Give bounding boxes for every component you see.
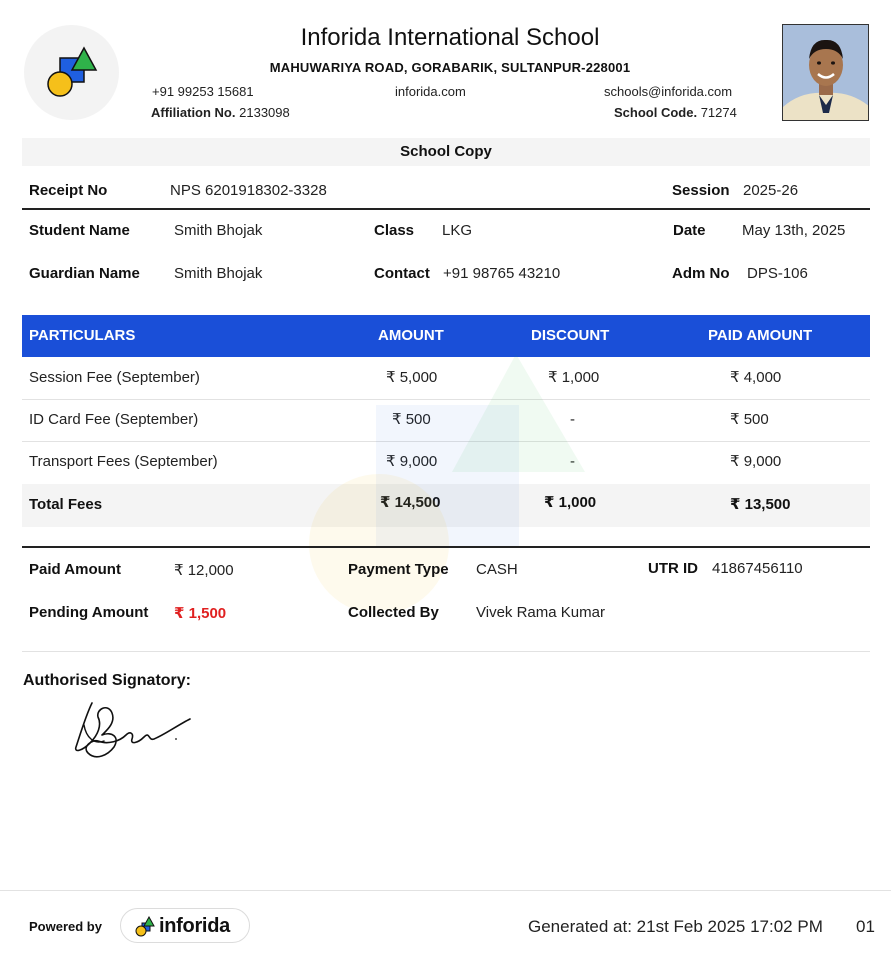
receipt-no-value: NPS 6201918302-3328	[170, 182, 327, 199]
footer-divider	[0, 890, 891, 891]
date-label: Date	[673, 222, 706, 239]
class-label: Class	[374, 222, 415, 239]
session-label: Session	[672, 182, 730, 199]
school-phone: +91 99253 15681	[152, 84, 254, 99]
school-name: Inforida International School	[300, 24, 600, 51]
student-name-label: Student Name	[29, 222, 130, 239]
total-row	[22, 484, 870, 527]
row-discount: ₹ 1,000	[548, 369, 600, 386]
student-name-value: Smith Bhojak	[174, 222, 263, 239]
receipt-no-label: Receipt No	[29, 182, 108, 199]
header-amount: AMOUNT	[378, 327, 444, 344]
row-amount: ₹ 500	[392, 411, 431, 428]
row-paid: ₹ 500	[730, 411, 769, 428]
guardian-name-label: Guardian Name	[29, 265, 140, 282]
row-paid: ₹ 4,000	[730, 369, 782, 386]
paid-amount-value: ₹ 12,000	[174, 562, 234, 579]
table-row	[22, 399, 870, 441]
school-address: MAHUWARIYA ROAD, GORABARIK, SULTANPUR-228001	[269, 60, 631, 75]
school-code-label: School Code.	[614, 105, 698, 120]
school-website[interactable]: inforida.com	[395, 84, 466, 99]
signature-image	[68, 695, 198, 765]
collected-by-value: Vivek Rama Kumar	[476, 604, 605, 621]
row-discount: -	[570, 411, 575, 428]
student-photo	[782, 24, 869, 121]
affiliation	[151, 105, 290, 120]
contact-value: +91 98765 43210	[443, 265, 561, 282]
inforida-brand-link[interactable]	[120, 908, 250, 943]
affiliation-label: Affiliation No.	[151, 105, 236, 120]
affiliation-value: 2133098	[239, 105, 290, 120]
date-value: May 13th, 2025	[742, 222, 846, 239]
utr-id-label: UTR ID	[648, 560, 698, 577]
pending-amount-value: ₹ 1,500	[174, 605, 227, 622]
payment-type-value: CASH	[476, 561, 518, 578]
signature-label: Authorised Signatory:	[23, 672, 192, 689]
row-particular: Session Fee (September)	[29, 369, 200, 386]
inforida-brand-icon	[134, 916, 156, 938]
divider	[22, 651, 870, 652]
powered-by-label: Powered by	[29, 919, 102, 934]
session-value: 2025-26	[743, 182, 799, 199]
total-amount: ₹ 14,500	[380, 494, 441, 511]
paid-amount-label: Paid Amount	[29, 561, 121, 578]
guardian-name-value: Smith Bhojak	[174, 265, 263, 282]
contact-label: Contact	[374, 265, 430, 282]
school-code-value: 71274	[700, 105, 737, 120]
school-logo-icon	[24, 25, 119, 120]
row-discount: -	[570, 453, 575, 470]
class-value: LKG	[442, 222, 473, 239]
table-row	[22, 441, 870, 483]
page-number: 01	[856, 917, 875, 936]
total-discount: ₹ 1,000	[544, 494, 597, 511]
generated-timestamp: Generated at: 21st Feb 2025 17:02 PM	[528, 917, 823, 936]
header-paid-amount: PAID AMOUNT	[708, 327, 813, 344]
divider	[22, 546, 870, 548]
payment-type-label: Payment Type	[348, 561, 449, 578]
school-email[interactable]: schools@inforida.com	[604, 84, 733, 99]
school-code	[614, 105, 737, 120]
row-particular: Transport Fees (September)	[29, 453, 218, 470]
brand-name: inforida	[159, 915, 230, 937]
row-particular: ID Card Fee (September)	[29, 411, 199, 428]
row-amount: ₹ 5,000	[386, 369, 438, 386]
row-paid: ₹ 9,000	[730, 453, 782, 470]
utr-id-value: 41867456110	[712, 560, 803, 577]
header-particulars: PARTICULARS	[29, 327, 136, 344]
table-row	[22, 357, 870, 399]
total-paid: ₹ 13,500	[730, 496, 791, 513]
copy-label: School Copy	[22, 138, 870, 166]
fees-table-header	[22, 315, 870, 357]
header-discount: DISCOUNT	[531, 327, 610, 344]
total-label: Total Fees	[29, 496, 103, 513]
pending-amount-label: Pending Amount	[29, 604, 149, 621]
row-amount: ₹ 9,000	[386, 453, 438, 470]
adm-no-label: Adm No	[672, 265, 730, 282]
collected-by-label: Collected By	[348, 604, 439, 621]
adm-no-value: DPS-106	[747, 265, 808, 282]
divider	[22, 208, 870, 210]
